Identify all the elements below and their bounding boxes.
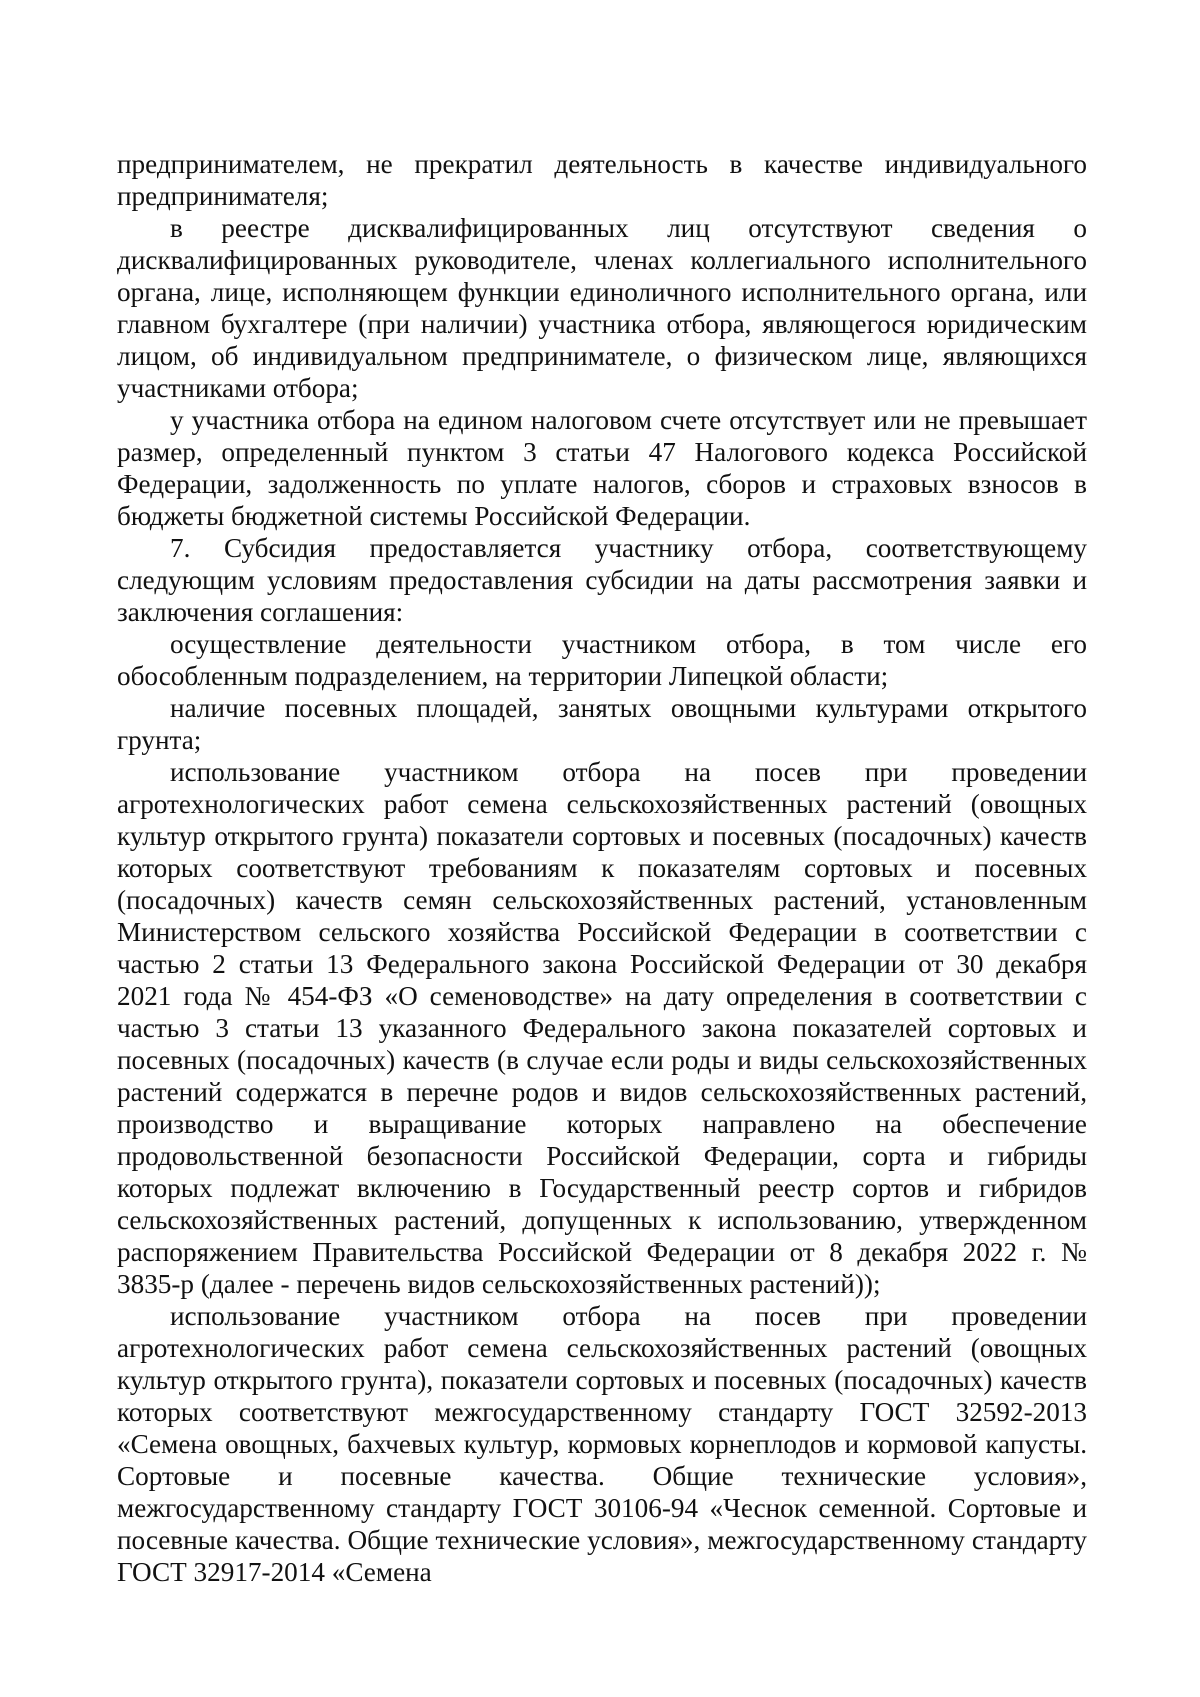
paragraph-7: использование участником отбора на посев при проведении агротехнологических работ семена сельскохозяйственных растений (овощных культур открытого грунта) показатели сортовых и посевных (посадочных) качеств которых соответствуют требованиям к показателям сортовых и посевных (посадочных) качеств семян сельскохозяйственных растений, установленным Министерством сельского хозяйства Российской Федерации в соответствии с частью 2 статьи 13 Федерального закона Российской Федерации от 30 декабря 2021 года № 454-ФЗ «О семеноводстве» на дату определения в соответствии с частью 3 статьи 13 указанного Федерального закона показателей сортовых и посевных (посадочных) качеств (в случае если роды и виды сельскохозяйственных растений содержатся в перечне родов и видов сельскохозяйственных растений, производство и выращивание которых направлено на обеспечение продовольственной безопасности Российской Федерации, сорта и гибриды которых подлежат включению в Государственный реестр сортов и гибридов сельскохозяйственных растений, допущенных к использованию, утвержденном распоряжением Правительства Российской Федерации от 8 декабря 2022 г. № 3835-р (далее - перечень видов сельскохозяйственных растений)); <box>117 757 1087 1299</box>
paragraph-3: у участника отбора на едином налоговом счете отсутствует или не превышает размер, определенный пунктом 3 статьи 47 Налогового кодекса Российской Федерации, задолженность по уплате налогов, сборов и страховых взносов в бюджеты бюджетной системы Российской Федерации. <box>117 405 1087 531</box>
document-page <box>117 148 1087 1588</box>
paragraph-6: наличие посевных площадей, занятых овощными культурами открытого грунта; <box>117 693 1087 755</box>
paragraph-2: в реестре дисквалифицированных лиц отсутствуют сведения о дисквалифицированных руководителе, членах коллегиального исполнительного органа, лице, исполняющем функции единоличного исполнительного органа, или главном бухгалтере (при наличии) участника отбора, являющегося юридическим лицом, об индивидуальном предпринимателе, о физическом лице, являющихся участниками отбора; <box>117 213 1087 403</box>
paragraph-8: использование участником отбора на посев при проведении агротехнологических работ семена сельскохозяйственных растений (овощных культур открытого грунта), показатели сортовых и посевных (посадочных) качеств которых соответствуют межгосударственному стандарту ГОСТ 32592-2013 «Семена овощных, бахчевых культур, кормовых корнеплодов и кормовой капусты. Сортовые и посевные качества. Общие технические условия», межгосударственному стандарту ГОСТ 30106-94 «Чеснок семенной. Сортовые и посевные качества. Общие технические условия», межгосударственному стандарту ГОСТ 32917-2014 «Семена <box>117 1301 1087 1587</box>
paragraph-5: осуществление деятельности участником отбора, в том числе его обособленным подразделением, на территории Липецкой области; <box>117 629 1087 691</box>
paragraph-1: предпринимателем, не прекратил деятельность в качестве индивидуального предпринимателя; <box>117 149 1087 211</box>
paragraph-4: 7. Субсидия предоставляется участнику отбора, соответствующему следующим условиям предоставления субсидии на даты рассмотрения заявки и заключения соглашения: <box>117 533 1087 627</box>
